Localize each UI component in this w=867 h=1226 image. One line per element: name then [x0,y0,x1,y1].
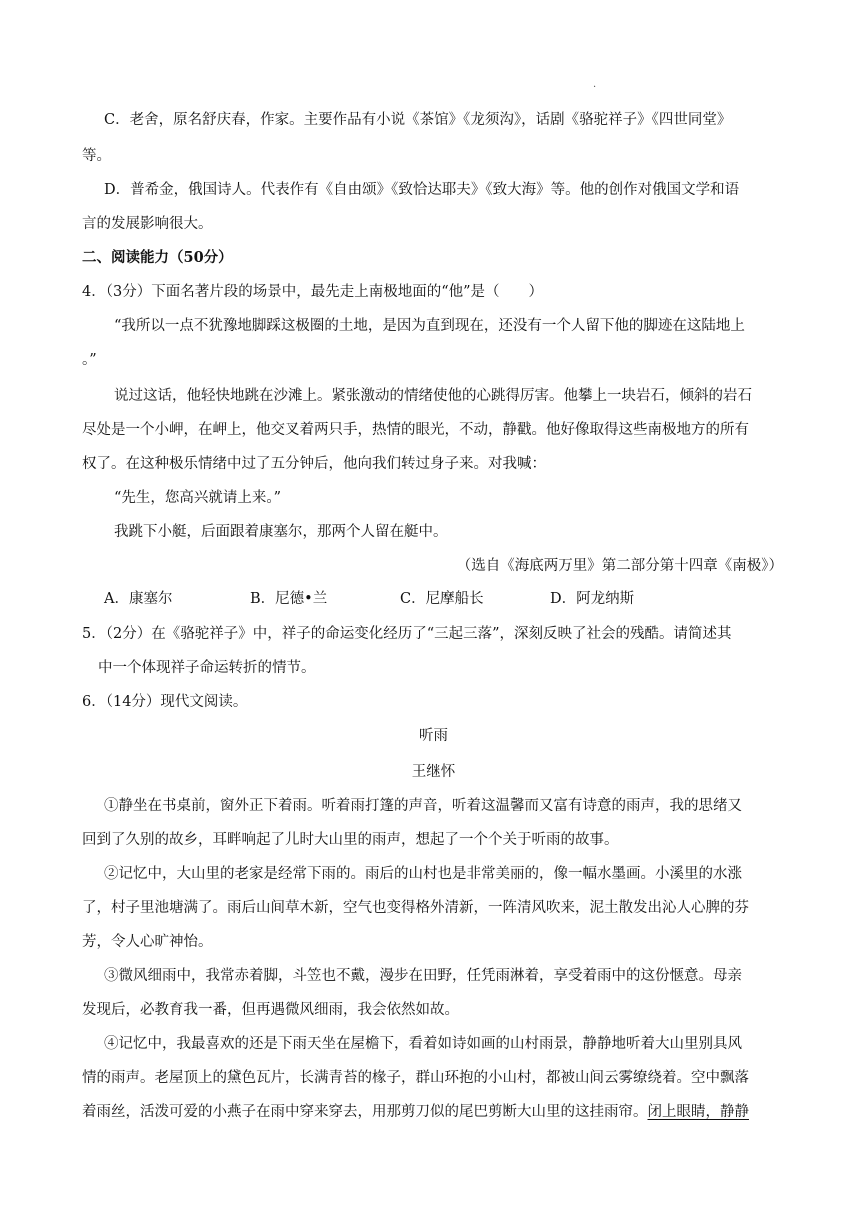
q4-quote1-line1: “我所以一点不犹豫地脚踩这极圈的土地，是因为直到现在，还没有一个人留下他的脚迹在这陆地上 [114,318,745,334]
q4-para1-line2: 尽处是一个小岬，在岬上，他交叉着两只手，热情的眼光，不动，静戳。他好像取得这些南极地方的所有 [82,422,749,438]
q4-quote2: “先生，您高兴就请上来。” [114,490,282,506]
q5-line1: 5．（2分）在《骆驼祥子》中，祥子的命运变化经历了“三起三落”，深刻反映了社会的残酷。请简述其 [82,626,732,642]
q4-para1-line1: 说过这话，他轻快地跳在沙滩上。紧张激动的情绪使他的心跳得厉害。他攀上一块岩石，倾斜的岩石 [114,388,752,404]
option-d-line1: D．普希金，俄国诗人。代表作有《自由颂》《致恰达耶夫》《致大海》等。他的创作对俄国文学和语 [104,182,740,198]
q4-option-b: B．尼德•兰 [250,591,328,607]
q4-option-c: C．尼摩船长 [400,591,484,607]
q5-line2: 中一个体现祥子命运转折的情节。 [98,660,316,676]
option-c-line2: 等。 [82,148,111,164]
q4-para2: 我跳下小艇，后面跟着康塞尔，那两个人留在艇中。 [114,524,448,540]
para3-line2: 发现后，必教育我一番，但再遇微风细雨，我会依然如故。 [82,1002,459,1018]
section-heading: 二、阅读能力（50分） [82,249,233,266]
para1-line1: ①静坐在书桌前，窗外正下着雨。听着雨打篷的声音，听着这温馨而又富有诗意的雨声，我的思绪又 [104,798,742,814]
q4-source: （选自《海底两万里》第二部分第十四章《南极》） [456,558,783,574]
article-author: 王继怀 [411,764,456,780]
para4-line1: ④记忆中，我最喜欢的还是下雨天坐在屋檐下，看着如诗如画的山村雨景，静静地听着大山里别具风 [104,1036,742,1052]
option-c-line1: C．老舍，原名舒庆春，作家。主要作品有小说《茶馆》《龙须沟》，话剧《骆驼祥子》《四世同堂》 [104,112,732,128]
para4-line2: 情的雨声。老屋顶上的黛色瓦片，长满青苔的椽子，群山环抱的小山村，都被山间云雾缭绕着。空中飘落 [82,1070,749,1086]
q6-stem: 6．（14分）现代文阅读。 [82,694,248,710]
para1-line2: 回到了久别的故乡，耳畔响起了儿时大山里的雨声，想起了一个个关于听雨的故事。 [82,832,619,848]
para2-line2: 了，村子里池塘满了。雨后山间草木新，空气也变得格外清新，一阵清风吹来，泥土散发出沁人心脾的芬 [82,900,749,916]
para4-line3-text: 着雨丝，活泼可爱的小燕子在雨中穿来穿去，用那剪刀似的尾巴剪断大山里的这挂雨帘。 [82,1104,648,1120]
q4-para1-line3: 权了。在这种极乐情绪中过了五分钟后，他向我们转过身子来。对我喊： [82,456,546,472]
para4-line3 [0,1102,867,1122]
para3-line1: ③微风细雨中，我常赤着脚，斗笠也不戴，漫步在田野，任凭雨淋着，享受着雨中的这份惬意。母亲 [104,968,742,984]
q4-quote1-line2: 。” [82,352,97,368]
q4-option-a: A．康塞尔 [104,591,173,607]
para2-line1: ②记忆中，大山里的老家是经常下雨的。雨后的山村也是非常美丽的，像一幅水墨画。小溪里的水涨 [104,866,742,882]
article-title: 听雨 [419,728,448,744]
q4-option-d: D．阿龙纳斯 [550,591,635,607]
q4-stem: 4．（3分）下面名著片段的场景中，最先走上南极地面的“他”是（ ） [82,284,544,300]
para4-line3-underlined: 闭上眼睛，静静 [647,1104,749,1120]
header-dot: · [593,82,597,93]
q4-options [0,589,867,609]
para2-line3: 芳，令人心旷神怡。 [82,934,213,950]
option-d-line2: 言的发展影响很大。 [82,216,213,232]
